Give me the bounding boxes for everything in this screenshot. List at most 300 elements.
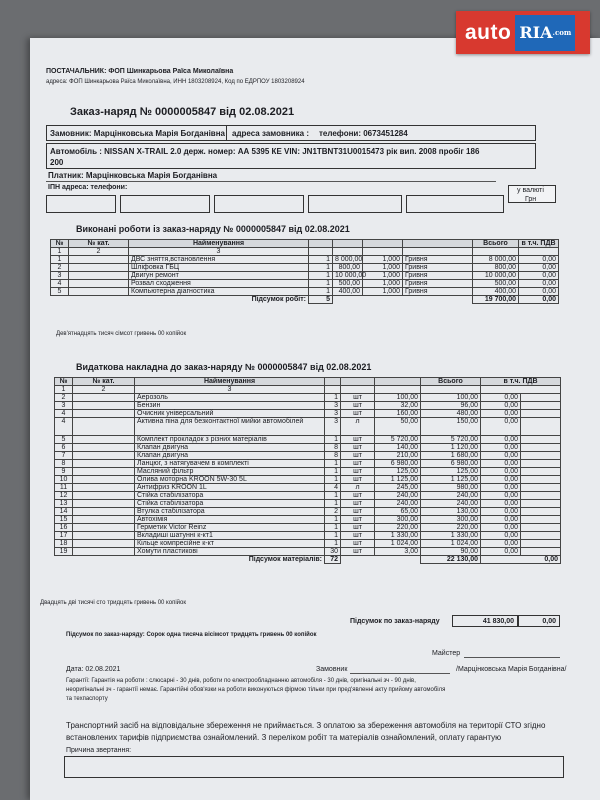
materials-row-unit: шт <box>341 452 375 460</box>
materials-row-total: 980,00 <box>421 484 481 492</box>
materials-row-vat: 0,00 <box>481 540 521 548</box>
works-row <box>51 264 559 272</box>
works-row-vat: 0,00 <box>519 272 559 280</box>
materials-row-name: Втулка стабілізатора <box>135 508 325 516</box>
materials-row-cat <box>73 436 135 444</box>
materials-num-name: 3 <box>135 386 325 394</box>
materials-row-cat <box>73 402 135 410</box>
materials-row-price: 300,00 <box>375 516 421 524</box>
materials-row-unit: шт <box>341 402 375 410</box>
materials-row-vat: 0,00 <box>481 508 521 516</box>
materials-row <box>55 402 561 410</box>
materials-subtotal-vat: 0,00 <box>481 556 561 564</box>
materials-row-total: 220,00 <box>421 524 481 532</box>
materials-row-unit: шт <box>341 524 375 532</box>
materials-row-cat <box>73 500 135 508</box>
materials-row <box>55 418 561 436</box>
materials-row-extra <box>521 444 561 452</box>
materials-sum-words: Двадцять дві тисячі сто тридцять гривень 00 копійок <box>40 600 186 606</box>
materials-row-total: 1 330,00 <box>421 532 481 540</box>
works-row-currency: Гривня <box>403 264 473 272</box>
materials-row-qty: 1 <box>325 516 341 524</box>
materials-row <box>55 476 561 484</box>
order-total-words: Підсумок по заказ-наряду: Сорок одна тисяча вісімсот тридцять гривень 00 копійок <box>66 632 317 638</box>
materials-row-qty: 1 <box>325 468 341 476</box>
materials-row-name: Ланцюг, з натягувачем в комплекті <box>135 460 325 468</box>
date-label: Дата: 02.08.2021 <box>66 666 121 673</box>
materials-row-cat <box>73 516 135 524</box>
works-sum-words: Дев'ятнадцять тисяч сімсот гривень 00 копійок <box>56 331 187 337</box>
materials-row-price: 245,00 <box>375 484 421 492</box>
materials-row-qty: 8 <box>325 444 341 452</box>
materials-row <box>55 444 561 452</box>
works-row-price: 400,00 <box>333 288 363 296</box>
works-row-qty: 1 <box>309 288 333 296</box>
materials-row-extra <box>521 484 561 492</box>
materials-row-qty: 1 <box>325 540 341 548</box>
materials-row-price: 240,00 <box>375 500 421 508</box>
works-row-price: 8 000,00 <box>333 256 363 264</box>
works-row-qty: 1 <box>309 272 333 280</box>
customer-divider <box>226 125 227 141</box>
materials-row-price: 1 024,00 <box>375 540 421 548</box>
materials-row-price: 65,00 <box>375 508 421 516</box>
works-row-qty: 1 <box>309 256 333 264</box>
works-header-total: Всього <box>473 240 519 248</box>
materials-row-unit: шт <box>341 500 375 508</box>
materials-row-qty: 1 <box>325 436 341 444</box>
materials-subtotal-row <box>55 556 561 564</box>
customer-signature-line <box>350 673 450 674</box>
materials-subtotal-count: 72 <box>325 556 341 564</box>
materials-row <box>55 394 561 402</box>
materials-row <box>55 524 561 532</box>
materials-row-qty: 30 <box>325 548 341 556</box>
materials-row <box>55 516 561 524</box>
materials-row <box>55 492 561 500</box>
works-row-coef: 1,000 <box>363 256 403 264</box>
materials-row-total: 1 024,00 <box>421 540 481 548</box>
materials-row-cat <box>73 508 135 516</box>
works-row-total: 800,00 <box>473 264 519 272</box>
materials-row-total: 96,00 <box>421 402 481 410</box>
works-row-qty: 1 <box>309 280 333 288</box>
materials-row-qty: 4 <box>325 484 341 492</box>
car-info-cont: 200 <box>50 158 64 167</box>
works-row-no: 4 <box>51 280 69 288</box>
materials-row-price: 5 720,00 <box>375 436 421 444</box>
materials-row-unit: шт <box>341 476 375 484</box>
materials-row-qty: 3 <box>325 418 341 436</box>
materials-header-total: Всього <box>421 378 481 386</box>
materials-row-no: 19 <box>55 548 73 556</box>
materials-row-vat: 0,00 <box>481 500 521 508</box>
materials-row-price: 210,00 <box>375 452 421 460</box>
materials-row-name: Масляний фільтр <box>135 468 325 476</box>
materials-row-unit: шт <box>341 410 375 418</box>
materials-row-name: Вкладиші шатунні к-кт1 <box>135 532 325 540</box>
works-row-price: 500,00 <box>333 280 363 288</box>
materials-subtotal-label: Підсумок матеріалів: <box>248 556 322 564</box>
materials-row-vat: 0,00 <box>481 452 521 460</box>
materials-row-no: 11 <box>55 484 73 492</box>
order-total-value: 41 830,00 <box>482 618 514 625</box>
materials-row-extra <box>521 436 561 444</box>
master-signature-line <box>464 657 560 658</box>
materials-row-total: 6 980,00 <box>421 460 481 468</box>
materials-row-qty: 1 <box>325 500 341 508</box>
materials-row-total: 480,00 <box>421 410 481 418</box>
materials-row-total: 130,00 <box>421 508 481 516</box>
materials-row-name: Комплект прокладок з різних матеріалів <box>135 436 325 444</box>
materials-header-name: Найменування <box>135 378 325 386</box>
car-box <box>46 143 536 169</box>
works-row <box>51 280 559 288</box>
materials-row-price: 3,00 <box>375 548 421 556</box>
materials-row-extra <box>521 548 561 556</box>
materials-row-no: 3 <box>55 402 73 410</box>
works-row-no: 3 <box>51 272 69 280</box>
materials-row-name: Клапан двигуна <box>135 452 325 460</box>
works-num-no: 1 <box>51 248 69 256</box>
materials-row-unit: л <box>341 484 375 492</box>
works-row-cat <box>69 264 129 272</box>
materials-title: Видаткова накладна до заказ-наряду № 0000005847 від 02.08.2021 <box>76 362 372 372</box>
materials-row-total: 125,00 <box>421 468 481 476</box>
works-num-qty: 2 <box>69 248 129 256</box>
materials-row-cat <box>73 540 135 548</box>
materials-row-total: 1 125,00 <box>421 476 481 484</box>
works-row-vat: 0,00 <box>519 280 559 288</box>
materials-row <box>55 508 561 516</box>
works-number-row <box>51 248 559 256</box>
works-subtotal-row <box>51 296 559 304</box>
materials-row <box>55 500 561 508</box>
blank-box-5 <box>406 195 504 213</box>
materials-row-no: 7 <box>55 452 73 460</box>
works-row-coef: 1,000 <box>363 264 403 272</box>
autoria-logo <box>456 11 590 54</box>
materials-row-no: 10 <box>55 476 73 484</box>
materials-row-extra <box>521 394 561 402</box>
logo-ria-main: RIA <box>519 23 553 42</box>
guarantee-line-1: Гарантії: Гарантія на роботи : слюсарні - 30 днів, роботи по електрообладнанню автомобіля - 30 днів, оригінальні зч - 90 днів, <box>66 678 416 684</box>
materials-row-unit: шт <box>341 540 375 548</box>
materials-row-cat <box>73 548 135 556</box>
materials-row-price: 240,00 <box>375 492 421 500</box>
materials-row-unit: шт <box>341 460 375 468</box>
materials-row-qty: 3 <box>325 410 341 418</box>
materials-row-vat: 0,00 <box>481 524 521 532</box>
materials-row-extra <box>521 476 561 484</box>
materials-row-price: 100,00 <box>375 394 421 402</box>
works-row-qty: 1 <box>309 264 333 272</box>
works-row-cat <box>69 272 129 280</box>
materials-row-cat <box>73 532 135 540</box>
works-row-cat <box>69 288 129 296</box>
supplier-details: адреса: ФОП Шинкарьова Раїса Миколаївна, ИНН 1803208924, Код по ЕДРПОУ 1803208924 <box>46 79 305 85</box>
works-row-name: Розвал сходження <box>129 280 309 288</box>
works-row-vat: 0,00 <box>519 264 559 272</box>
materials-row-unit: л <box>341 418 375 436</box>
materials-row-total: 1 680,00 <box>421 452 481 460</box>
materials-row-no: 4 <box>55 410 73 418</box>
currency-label: у валюті <box>517 187 544 194</box>
materials-row-no: 12 <box>55 492 73 500</box>
materials-row-vat: 0,00 <box>481 436 521 444</box>
materials-row-vat: 0,00 <box>481 484 521 492</box>
materials-row-vat: 0,00 <box>481 410 521 418</box>
works-row-coef: 1,000 <box>363 288 403 296</box>
materials-row-qty: 1 <box>325 532 341 540</box>
materials-row-name: Автохімія <box>135 516 325 524</box>
works-row-no: 5 <box>51 288 69 296</box>
materials-row-unit: шт <box>341 516 375 524</box>
materials-row <box>55 468 561 476</box>
materials-row-qty: 1 <box>325 524 341 532</box>
blank-box-4 <box>308 195 402 213</box>
materials-row-extra <box>521 540 561 548</box>
materials-row-name: Хомути пластикові <box>135 548 325 556</box>
works-row-cat <box>69 256 129 264</box>
works-header-no: № <box>51 240 69 248</box>
materials-row-price: 32,00 <box>375 402 421 410</box>
materials-row-extra <box>521 524 561 532</box>
works-row-no: 2 <box>51 264 69 272</box>
materials-row-qty: 8 <box>325 452 341 460</box>
logo-auto-text: auto <box>465 20 512 44</box>
customer-phone: телефони: 0673451284 <box>319 129 408 138</box>
materials-row-total: 240,00 <box>421 500 481 508</box>
works-row-cat <box>69 280 129 288</box>
order-title: Заказ-наряд № 0000005847 від 02.08.2021 <box>70 106 295 118</box>
works-row-name: Двигун ремонт <box>129 272 309 280</box>
materials-row-vat: 0,00 <box>481 402 521 410</box>
materials-row-total: 1 120,00 <box>421 444 481 452</box>
materials-row-no: 13 <box>55 500 73 508</box>
works-row-total: 400,00 <box>473 288 519 296</box>
reason-label: Причина звертання: <box>66 747 132 754</box>
works-row <box>51 256 559 264</box>
materials-row-no: 16 <box>55 524 73 532</box>
payer-underline <box>46 181 496 182</box>
materials-row-cat <box>73 492 135 500</box>
materials-row-cat <box>73 452 135 460</box>
works-row-name: ДВС зняття,встановлення <box>129 256 309 264</box>
materials-row-total: 240,00 <box>421 492 481 500</box>
materials-row-name: Бензин <box>135 402 325 410</box>
works-row-name: Шліфовка ГБЦ <box>129 264 309 272</box>
materials-row-price: 160,00 <box>375 410 421 418</box>
works-subtotal-total: 19 700,00 <box>473 296 519 304</box>
materials-header-qty: № кат. <box>73 378 135 386</box>
works-header-name: Найменування <box>129 240 309 248</box>
materials-row-name: Герметик Victor Reinz <box>135 524 325 532</box>
customer-sign-name: /Марцінковська Марія Богданівна/ <box>456 666 567 673</box>
materials-row-name: Очисник універсальний <box>135 410 325 418</box>
materials-row-price: 1 125,00 <box>375 476 421 484</box>
materials-row-extra <box>521 410 561 418</box>
currency-box <box>508 185 556 203</box>
works-title: Виконані роботи із заказ-наряду № 0000005847 від 02.08.2021 <box>76 224 350 234</box>
materials-row-no: 2 <box>55 394 73 402</box>
materials-row-cat <box>73 410 135 418</box>
materials-row-no: 15 <box>55 516 73 524</box>
materials-row <box>55 532 561 540</box>
currency-value: Грн <box>525 196 537 203</box>
order-total-vat: 0,00 <box>542 618 556 625</box>
master-label: Майстер <box>432 650 461 657</box>
materials-num-qty: 2 <box>73 386 135 394</box>
materials-row-extra <box>521 532 561 540</box>
materials-row-name: Стійка стабілізатора <box>135 500 325 508</box>
materials-row-extra <box>521 492 561 500</box>
materials-row-name: Аерозоль <box>135 394 325 402</box>
materials-row-cat <box>73 418 135 436</box>
materials-row-cat <box>73 394 135 402</box>
materials-row-price: 50,00 <box>375 418 421 436</box>
works-row-vat: 0,00 <box>519 256 559 264</box>
materials-row-price: 125,00 <box>375 468 421 476</box>
materials-row-cat <box>73 524 135 532</box>
works-subtotal-count: 5 <box>309 296 333 304</box>
materials-row-extra <box>521 418 561 436</box>
materials-row-qty: 3 <box>325 402 341 410</box>
works-row-name: Компьютерна діагностика <box>129 288 309 296</box>
materials-row-qty: 2 <box>325 508 341 516</box>
works-row <box>51 272 559 280</box>
materials-num-no: 1 <box>55 386 73 394</box>
materials-row-vat: 0,00 <box>481 418 521 436</box>
reason-box <box>64 756 564 778</box>
materials-row-vat: 0,00 <box>481 468 521 476</box>
blank-box-1 <box>46 195 116 213</box>
materials-row-no: 5 <box>55 436 73 444</box>
materials-row-extra <box>521 500 561 508</box>
materials-row-cat <box>73 484 135 492</box>
materials-row <box>55 436 561 444</box>
materials-row-price: 220,00 <box>375 524 421 532</box>
supplier-name: ПОСТАЧАЛЬНИК: ФОП Шинкарьова Раїса Миколаївна <box>46 68 234 75</box>
materials-row-no: 8 <box>55 460 73 468</box>
works-row <box>51 288 559 296</box>
payer-label: Платник: Марцінковська Марія Богданівна <box>48 171 218 180</box>
materials-row-vat: 0,00 <box>481 476 521 484</box>
materials-row-qty: 1 <box>325 476 341 484</box>
materials-row-price: 140,00 <box>375 444 421 452</box>
materials-row-price: 1 330,00 <box>375 532 421 540</box>
materials-row <box>55 540 561 548</box>
car-info: Автомобіль : NISSAN X-TRAIL 2.0 держ. номер: АА 5395 КЕ VIN: JN1TBNT31U0015473 рік вип. 2008 пробіг 186 <box>50 147 480 156</box>
materials-row-vat: 0,00 <box>481 460 521 468</box>
works-row-vat: 0,00 <box>519 288 559 296</box>
materials-row-extra <box>521 460 561 468</box>
blank-box-3 <box>214 195 304 213</box>
works-row-currency: Гривня <box>403 280 473 288</box>
works-row-price: 10 000,00 <box>333 272 363 280</box>
works-subtotal-vat: 0,00 <box>519 296 559 304</box>
materials-header-vat: в т.ч. ПДВ <box>481 378 561 386</box>
materials-row-vat: 0,00 <box>481 394 521 402</box>
works-num-name: 3 <box>129 248 309 256</box>
materials-table <box>54 377 561 564</box>
customer-sign-label: Замовник <box>316 666 348 673</box>
customer-box <box>46 125 536 141</box>
materials-row <box>55 460 561 468</box>
materials-row-no: 18 <box>55 540 73 548</box>
materials-row-extra <box>521 452 561 460</box>
customer-address-label: адреса замовника : <box>232 129 310 138</box>
logo-ria-text <box>515 15 575 51</box>
works-subtotal-label: Підсумок робіт: <box>251 296 306 304</box>
materials-row-extra <box>521 468 561 476</box>
materials-row-qty: 1 <box>325 492 341 500</box>
materials-row-name: Кільце компресійне к-кт <box>135 540 325 548</box>
materials-row-total: 300,00 <box>421 516 481 524</box>
materials-row-unit: шт <box>341 394 375 402</box>
materials-row-cat <box>73 468 135 476</box>
works-row-no: 1 <box>51 256 69 264</box>
materials-row-unit: шт <box>341 492 375 500</box>
materials-row-unit: шт <box>341 532 375 540</box>
materials-row-extra <box>521 508 561 516</box>
materials-row <box>55 410 561 418</box>
order-total-vat-box <box>518 615 560 627</box>
works-row-currency: Гривня <box>403 288 473 296</box>
works-table <box>50 239 559 304</box>
materials-row-unit: шт <box>341 444 375 452</box>
materials-row-vat: 0,00 <box>481 532 521 540</box>
materials-row-no: 14 <box>55 508 73 516</box>
materials-row-qty: 1 <box>325 460 341 468</box>
materials-row-no: 4 <box>55 418 73 436</box>
order-total-label: Підсумок по заказ-наряду <box>350 618 440 625</box>
works-row-coef: 1,000 <box>363 272 403 280</box>
works-row-currency: Гривня <box>403 272 473 280</box>
materials-row-total: 100,00 <box>421 394 481 402</box>
materials-row-total: 150,00 <box>421 418 481 436</box>
materials-row-name: Олива моторна KROON 5W-30 5L <box>135 476 325 484</box>
materials-row <box>55 484 561 492</box>
guarantee-line-3: та техпаспорту <box>66 696 108 702</box>
materials-row-qty: 1 <box>325 394 341 402</box>
works-row-currency: Гривня <box>403 256 473 264</box>
document-page <box>30 38 600 800</box>
customer-label: Замовник: Марцінковська Марія Богданівна <box>50 129 225 138</box>
blank-box-2 <box>120 195 210 213</box>
materials-row <box>55 452 561 460</box>
materials-header-no: № <box>55 378 73 386</box>
materials-row-no: 17 <box>55 532 73 540</box>
logo-ria-suffix: .com <box>552 28 572 37</box>
materials-row-vat: 0,00 <box>481 492 521 500</box>
materials-header-row <box>55 378 561 386</box>
materials-row-unit: шт <box>341 468 375 476</box>
works-row-total: 8 000,00 <box>473 256 519 264</box>
works-row-coef: 1,000 <box>363 280 403 288</box>
materials-row-unit: шт <box>341 508 375 516</box>
materials-row-vat: 0,00 <box>481 516 521 524</box>
materials-row-cat <box>73 476 135 484</box>
materials-row-name: Активна піна для безконтактної мийки автомобілей <box>135 418 325 436</box>
materials-row-name: Стійка стабілізатора <box>135 492 325 500</box>
materials-row-cat <box>73 444 135 452</box>
materials-row-total: 5 720,00 <box>421 436 481 444</box>
materials-row-name: Клапан двигуна <box>135 444 325 452</box>
works-header-qty: № кат. <box>69 240 129 248</box>
footer-line-1: Транспортний засіб на відповідальне збереження не приймається. З оплатою за збереження автомобіля на території СТО згідно <box>66 721 546 730</box>
payer-details: ІПН адреса: телефони: <box>48 184 128 191</box>
